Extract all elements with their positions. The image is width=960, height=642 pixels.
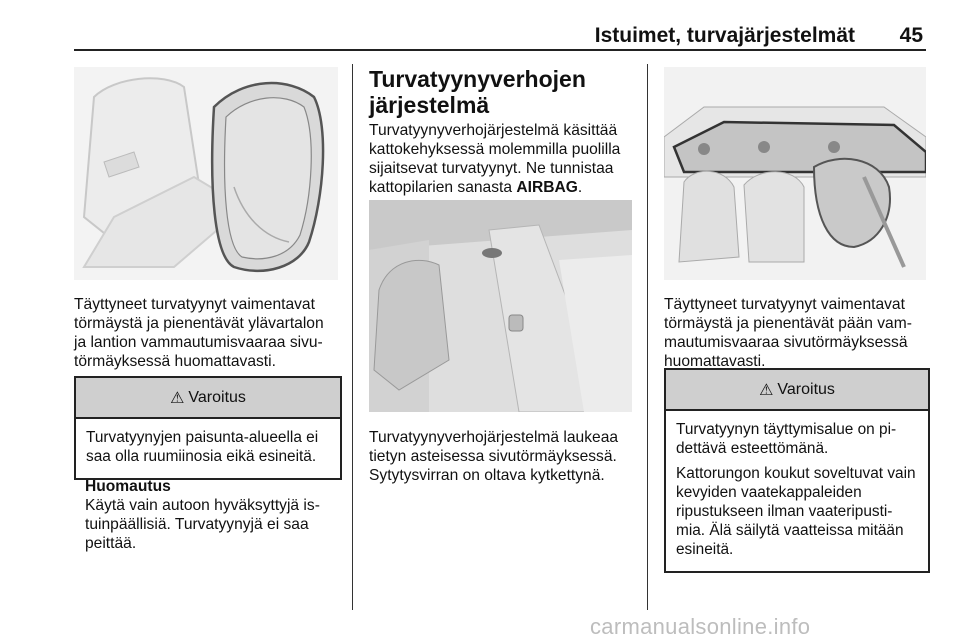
- airbag-keyword: AIRBAG: [516, 179, 578, 196]
- warning-body: [666, 411, 928, 571]
- seat-airbag-figure: [74, 67, 338, 280]
- page-number: 45: [899, 24, 923, 47]
- head-airbag-caption: [664, 295, 926, 371]
- page-header-title: Istuimet, turvajärjestelmät: [594, 24, 855, 47]
- curtain-caption: [369, 428, 633, 485]
- warning-text: Turvatyynyjen paisunta-alueella ei saa olla ruumiinosia eikä esineitä.: [86, 429, 319, 465]
- note-text: Käytä vain autoon hyväksyttyjä is-tuinpäällisiä. Turvatyynyjä ei saa peittää.: [85, 497, 320, 552]
- warning-para-2: Kattorungon koukut soveltuvat vain kevyiden vaatekappaleiden ripustukseen ilman vaateripusti-mia. Älä säilytä vaatteissa mitään esineitä.: [676, 465, 916, 558]
- column-divider-2: [647, 64, 648, 610]
- warning-triangle-icon: ⚠: [170, 389, 185, 407]
- warning-triangle-icon: ⚠: [759, 381, 774, 399]
- pillar-airbag-label-figure: [369, 200, 632, 412]
- curtain-airbag-figure: [664, 67, 926, 280]
- airbag-caption-text: Täyttyneet turvatyynyt vaimentavat törmäystä ja pienentävät ylävartalon ja lantion vammautumisvaaraa sivu-törmäyksessä huomattavasti.: [74, 296, 324, 370]
- warning-header: [666, 370, 928, 411]
- intro-end: .: [577, 179, 583, 196]
- curtain-caption-text: Turvatyynyverhojärjestelmä laukeaa tietyn asteisessa sivutörmäyksessä. Sytytysvirran on oltava kytkettynä.: [369, 429, 619, 484]
- footer-watermark: carmanualsonline.info: [590, 614, 811, 639]
- curtain-intro: [369, 121, 633, 197]
- warning-title: Varoitus: [188, 388, 246, 406]
- intro-text: Turvatyynyverhojärjestelmä käsittää kattokehyksessä molemmilla puolilla sijaitsevat turvatyynyt. Ne tunnistaa kattopilarien sanasta: [369, 122, 621, 196]
- warning-box-1: [74, 376, 342, 480]
- warning-title: Varoitus: [777, 380, 835, 398]
- note-title: Huomautus: [85, 478, 171, 495]
- column-divider-1: [352, 64, 353, 610]
- warning-header: [76, 378, 340, 419]
- airbag-caption: [74, 295, 338, 371]
- header-divider: [74, 49, 926, 51]
- curtain-intro-text: [369, 121, 633, 197]
- warning-para-1: Turvatyynyn täyttymisalue on pi-dettävä esteettömänä.: [676, 421, 897, 457]
- warning-box-2: [664, 368, 930, 573]
- warning-body: [76, 419, 340, 478]
- head-airbag-caption-text: Täyttyneet turvatyynyt vaimentavat törmäystä ja pienentävät pään vam-mautumisvaaraa sivutörmäyksessä huomattavasti.: [664, 296, 912, 370]
- section-title: Turvatyynyverhojen järjestelmä: [369, 66, 586, 118]
- note-block: [85, 477, 335, 553]
